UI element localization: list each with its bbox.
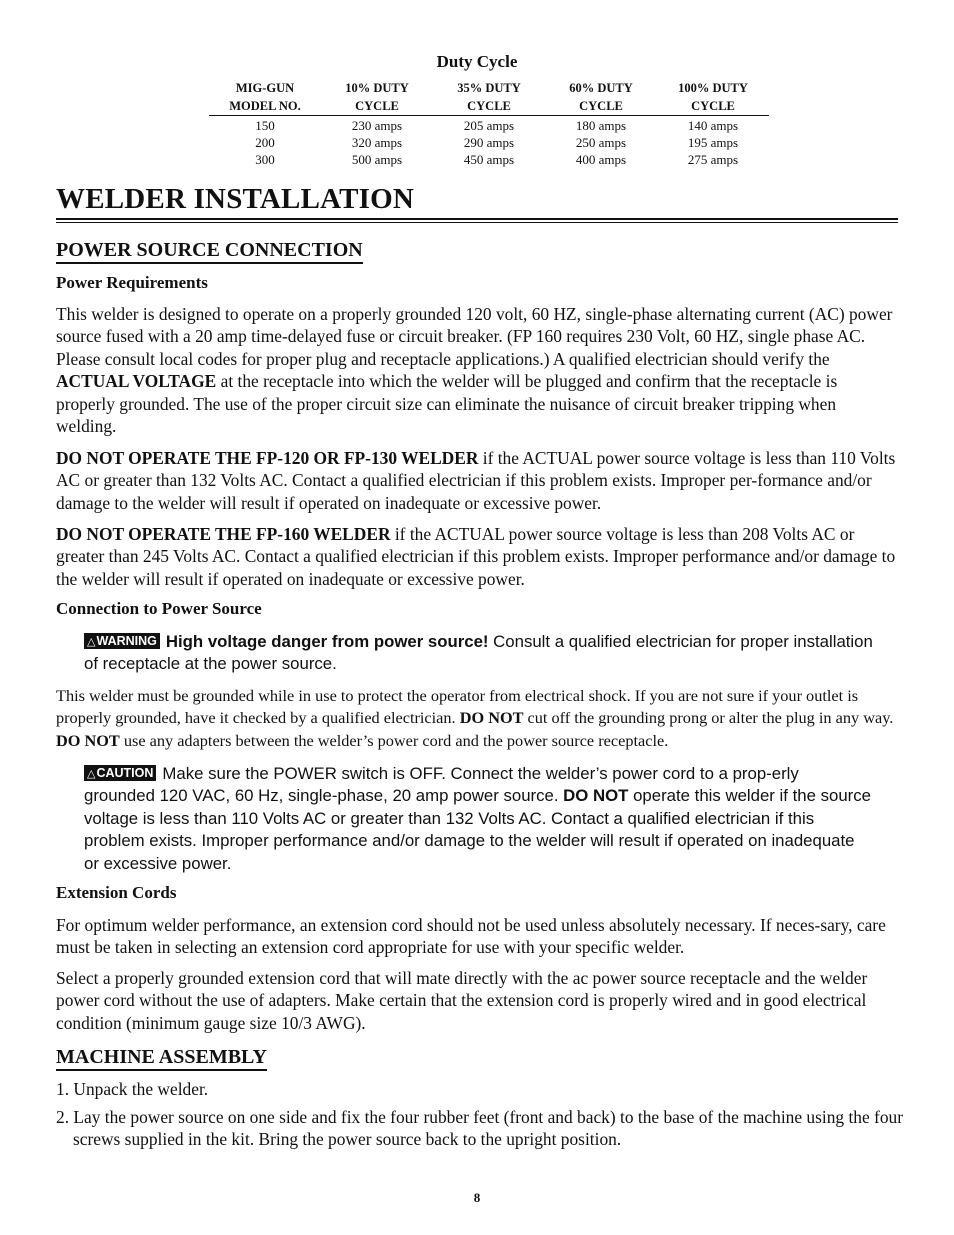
table-row: 300 500 amps 450 amps 400 amps 275 amps xyxy=(255,152,739,167)
title-rule xyxy=(56,218,898,223)
page-title: WELDER INSTALLATION xyxy=(56,183,415,215)
section-heading-machine-assembly: MACHINE ASSEMBLY xyxy=(56,1045,267,1071)
grounding-paragraph: This welder must be grounded while in use to protect the operator from electrical shock. If you are not sure if your outlet is properly grounded, have it checked by a qualified electrician. DO NOT cut off the grounding prong or alter the plug in any way. DO NOT use any adapters between the welder’s power cord and the power source receptacle. xyxy=(56,686,894,750)
subheading-extension-cords: Extension Cords xyxy=(56,883,177,902)
fp120-warning-paragraph: DO NOT OPERATE THE FP-120 OR FP-130 WELDER if the ACTUAL power source voltage is less than 110 Volts AC or greater than 132 Volts AC. Contact a qualified electrician if this problem exists. Improper per-formance and/or damage to the welder will result if operated on inadequate or excessive power. xyxy=(56,448,896,513)
warning-triangle-icon: △ xyxy=(87,636,96,648)
caution-triangle-icon: △ xyxy=(87,768,96,780)
duty-cycle-title: Duty Cycle xyxy=(436,52,518,71)
table-row: 150 230 amps 205 amps 180 amps 140 amps xyxy=(255,118,739,133)
table-header-model: MIG-GUN MODEL NO. xyxy=(209,79,321,116)
warning-notice: △WARNING High voltage danger from power source! Consult a qualified electrician for proper installation of receptacle at the power source. xyxy=(84,632,873,674)
caution-badge: △CAUTION xyxy=(84,765,156,781)
warning-badge: △WARNING xyxy=(84,633,160,649)
table-header-100: 100% DUTY CYCLE xyxy=(657,79,769,116)
table-header-10: 10% DUTY CYCLE xyxy=(321,79,433,116)
list-item: 2. Lay the power source on one side and fix the four rubber feet (front and back) to the base of the machine using the four screws supplied in the kit. Bring the power source back to the upright position. xyxy=(56,1107,904,1150)
fp160-warning-paragraph: DO NOT OPERATE THE FP-160 WELDER if the ACTUAL power source voltage is less than 208 Volts AC or greater than 245 Volts AC. Contact a qualified electrician if this problem exists. Improper performance and/or damage to the welder will result if operated on inadequate or excessive power. xyxy=(56,524,896,589)
table-header-60: 60% DUTY CYCLE xyxy=(545,79,657,116)
table-header-35: 35% DUTY CYCLE xyxy=(433,79,545,116)
extension-paragraph-1: For optimum welder performance, an extension cord should not be used unless absolutely necessary. If neces-sary, care must be taken in selecting an extension cord appropriate for use with your specific welder. xyxy=(56,915,886,958)
extension-paragraph-2: Select a properly grounded extension cord that will mate directly with the ac power source receptacle and the welder power cord without the use of adapters. Make certain that the extension cord is properly wired and in good electrical condition (minimum gauge size 10/3 AWG). xyxy=(56,968,868,1033)
subheading-power-requirements: Power Requirements xyxy=(56,273,208,292)
list-item: 1. Unpack the welder. xyxy=(56,1079,209,1099)
table-header-row xyxy=(209,79,769,116)
page-number: 8 xyxy=(473,1190,481,1205)
duty-cycle-table xyxy=(209,79,769,168)
section-heading-power-source: POWER SOURCE CONNECTION xyxy=(56,238,363,264)
caution-notice: △CAUTION Make sure the POWER switch is OFF. Connect the welder’s power cord to a prop-erly grounded 120 VAC, 60 Hz, single-phase, 20 amp power source. DO NOT operate this welder if the source voltage is less than 110 Volts AC or greater than 132 Volts AC. Contact a qualified electrician if this problem exists. Improper performance and/or damage to the welder will result if operated on inadequate or excessive power. xyxy=(84,764,871,873)
power-requirements-paragraph: This welder is designed to operate on a properly grounded 120 volt, 60 HZ, single-phase alternating current (AC) power source fused with a 20 amp time-delayed fuse or circuit breaker. (FP 160 requires 230 Volt, 60 HZ, single phase AC. Please consult local codes for proper plug and receptacle applications.) A qualified electrician should verify the ACTUAL VOLTAGE at the receptacle into which the welder will be plugged and confirm that the receptacle is properly grounded. The use of the proper circuit size can eliminate the nuisance of circuit breaker tripping when welding. xyxy=(56,304,893,437)
subheading-connection: Connection to Power Source xyxy=(56,599,262,618)
table-row: 200 320 amps 290 amps 250 amps 195 amps xyxy=(255,135,739,150)
